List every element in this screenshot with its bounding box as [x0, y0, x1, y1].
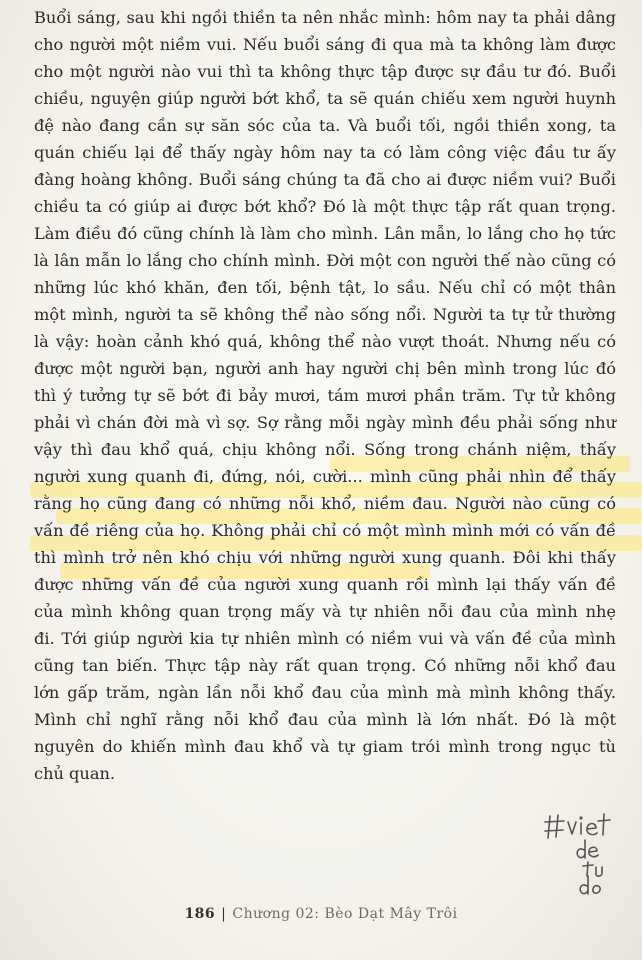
text-line: đệ nào đang cần sự săn sóc của ta. Và buổi tối, ngồi thiền xong, ta [34, 116, 616, 135]
text-line: đàng hoàng không. Buổi sáng chúng ta đã cho ai được niềm vui? Buổi [34, 170, 616, 189]
text-line: được những vấn đề của người xung quanh rồi mình lại thấy vấn đề [34, 575, 616, 594]
text-line: vấn đề riêng của họ. Không phải chỉ có một mình mình mới có vấn đề [34, 521, 616, 540]
text-line: Làm điều đó cũng chính là làm cho mình. Lân mẫn, lo lắng cho họ tức [34, 224, 616, 243]
text-line: thì ý tưởng tự sẽ bớt đi bảy mươi, tám mươi phần trăm. Tự tử không [34, 386, 616, 405]
text-line: người xung quanh đi, đứng, nói, cười... mình cũng phải nhìn để thấy [34, 467, 616, 486]
text-line: là vậy: hoàn cảnh khó quá, không thể nào vượt thoát. Nhưng nếu có [34, 332, 616, 351]
handwritten-hashtag [544, 806, 634, 896]
text-line: quán chiếu lại để thấy ngày hôm nay ta có làm công việc đầu tư ấy [34, 143, 616, 162]
text-line: rằng họ cũng đang có những nỗi khổ, niềm đau. Người nào cũng có [34, 494, 616, 513]
page-number: 186 [184, 906, 216, 922]
text-line: thì mình trở nên khó chịu với những người xung quanh. Đôi khi thấy [34, 548, 616, 567]
text-line: vậy thì đau khổ quá, chịu không nổi. Sống trong chánh niệm, thấy [34, 440, 616, 459]
text-line: một mình, người ta sẽ không thể nào sống nổi. Người ta tự tử thường [34, 305, 616, 324]
text-line: cho người một niềm vui. Nếu buổi sáng đi qua mà ta không làm được [34, 35, 616, 54]
text-line: đi. Tới giúp người kia tự nhiên mình có niềm vui và vấn đề của mình [34, 629, 616, 648]
text-line: Mình chỉ nghĩ rằng nỗi khổ đau của mình là lớn nhất. Đó là một [34, 710, 616, 729]
text-line: Buổi sáng, sau khi ngồi thiền ta nên nhắc mình: hôm nay ta phải dâng [34, 8, 616, 27]
text-line: lớn gấp trăm, ngàn lần nỗi khổ đau của mình mà mình không thấy. [34, 683, 616, 702]
text-line: chủ quan. [34, 764, 116, 783]
text-line: chiều ta có giúp ai được bớt khổ? Đó là một thực tập rất quan trọng. [34, 197, 616, 216]
text-line: nguyên do khiến mình đau khổ và tự giam trói mình trong ngục tù [34, 737, 616, 756]
text-line: được một người bạn, người anh hay người chị bên mình trong lúc đó [34, 359, 616, 378]
text-line: cho một người nào vui thì ta không thực tập được sự đầu tư đó. Buổi [34, 62, 616, 81]
text-line: của mình không quan trọng mấy và tự nhiên nỗi đau của mình nhẹ [34, 602, 616, 621]
chapter-title: Chương 02: Bèo Dạt Mây Trôi [232, 906, 458, 922]
text-line: cũng tan biến. Thực tập này rất quan trọng. Có những nỗi khổ đau [34, 656, 616, 675]
text-line: những lúc khó khăn, đen tối, bệnh tật, lo sầu. Nếu chỉ có một thân [34, 278, 616, 297]
page-footer [0, 906, 642, 922]
text-line: chiều, nguyện giúp người bớt khổ, ta sẽ quán chiếu xem người huynh [34, 89, 616, 108]
text-line: phải vì chán đời mà vì sợ. Sợ rằng mỗi ngày mình đều phải sống như [34, 413, 616, 432]
footer-separator: | [221, 906, 227, 922]
text-line: là lân mẫn lo lắng cho chính mình. Đời một con người thế nào cũng có [34, 251, 616, 270]
